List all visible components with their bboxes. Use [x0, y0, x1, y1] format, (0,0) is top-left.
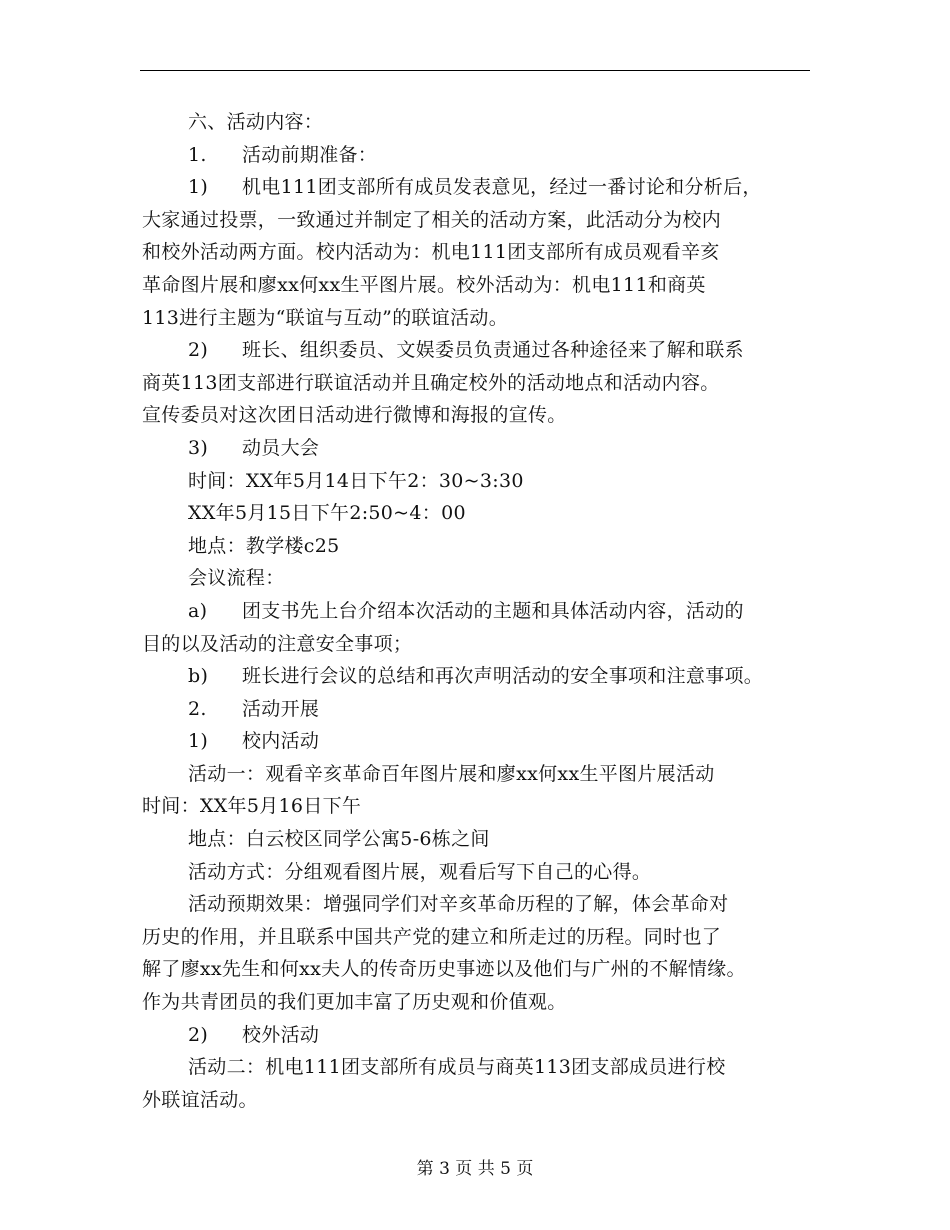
- paragraph-line: 作为共青团员的我们更加丰富了历史观和价值观。: [142, 991, 567, 1014]
- paragraph-line: 113进行主题为“联谊与互动”的联谊活动。: [142, 306, 508, 329]
- paragraph-line: 商英113团支部进行联谊活动并且确定校外的活动地点和活动内容。: [142, 371, 720, 394]
- list-item: 2) 校外活动: [188, 1023, 320, 1046]
- list-item: 3) 动员大会: [188, 436, 320, 459]
- list-item: b) 班长进行会议的总结和再次声明活动的安全事项和注意事项。: [188, 665, 764, 688]
- list-item: 2. 活动开展: [188, 697, 320, 720]
- list-item: 1) 校内活动: [188, 730, 320, 753]
- header-rule: [140, 70, 810, 71]
- paragraph-line: 宣传委员对这次团日活动进行微博和海报的宣传。: [142, 404, 567, 427]
- list-item: a) 团支书先上台介绍本次活动的主题和具体活动内容，活动的: [188, 599, 744, 622]
- paragraph-line: 活动一：观看辛亥革命百年图片展和廖xx何xx生平图片展活动: [188, 762, 715, 785]
- paragraph-line: 目的以及活动的注意安全事项；: [142, 632, 413, 655]
- paragraph-line: 外联谊活动。: [142, 1088, 258, 1111]
- paragraph-line: 活动二：机电111团支部所有成员与商英113团支部成员进行校: [188, 1056, 726, 1079]
- list-item: 1) 机电111团支部所有成员发表意见，经过一番讨论和分析后，: [188, 176, 762, 199]
- paragraph-line: 大家通过投票，一致通过并制定了相关的活动方案，此活动分为校内: [142, 208, 722, 231]
- paragraph-line: 解了廖xx先生和何xx夫人的传奇历史事迹以及他们与广州的不解情缘。: [142, 958, 746, 981]
- paragraph-line: 和校外活动两方面。校内活动为：机电111团支部所有成员观看辛亥: [142, 241, 720, 264]
- paragraph-line: 地点：白云校区同学公寓5-6栋之间: [188, 828, 490, 851]
- paragraph-line: 时间：XX年5月16日下午: [142, 795, 362, 818]
- paragraph-line: 会议流程：: [188, 567, 285, 590]
- list-item: 1. 活动前期准备：: [188, 143, 378, 166]
- list-item: 2) 班长、组织委员、文娱委员负责通过各种途径来了解和联系: [188, 339, 744, 362]
- paragraph-line: 历史的作用，并且联系中国共产党的建立和所走过的历程。同时也了: [142, 925, 722, 948]
- document-body: [142, 106, 842, 1116]
- paragraph-line: 活动预期效果：增强同学们对辛亥革命历程的了解，体会革命对: [188, 893, 729, 916]
- page-number-footer: 第 3 页 共 5 页: [416, 1159, 534, 1179]
- paragraph-line: 活动方式：分组观看图片展，观看后写下自己的心得。: [188, 860, 652, 883]
- paragraph-line: 革命图片展和廖xx何xx生平图片展。校外活动为：机电111和商英: [142, 273, 706, 296]
- paragraph-line: XX年5月15日下午2:50~4：00: [188, 502, 466, 525]
- paragraph-line: 时间：XX年5月14日下午2：30~3:30: [188, 469, 524, 492]
- section-heading: 六、活动内容：: [188, 111, 324, 133]
- paragraph-line: 地点：教学楼c25: [188, 534, 340, 557]
